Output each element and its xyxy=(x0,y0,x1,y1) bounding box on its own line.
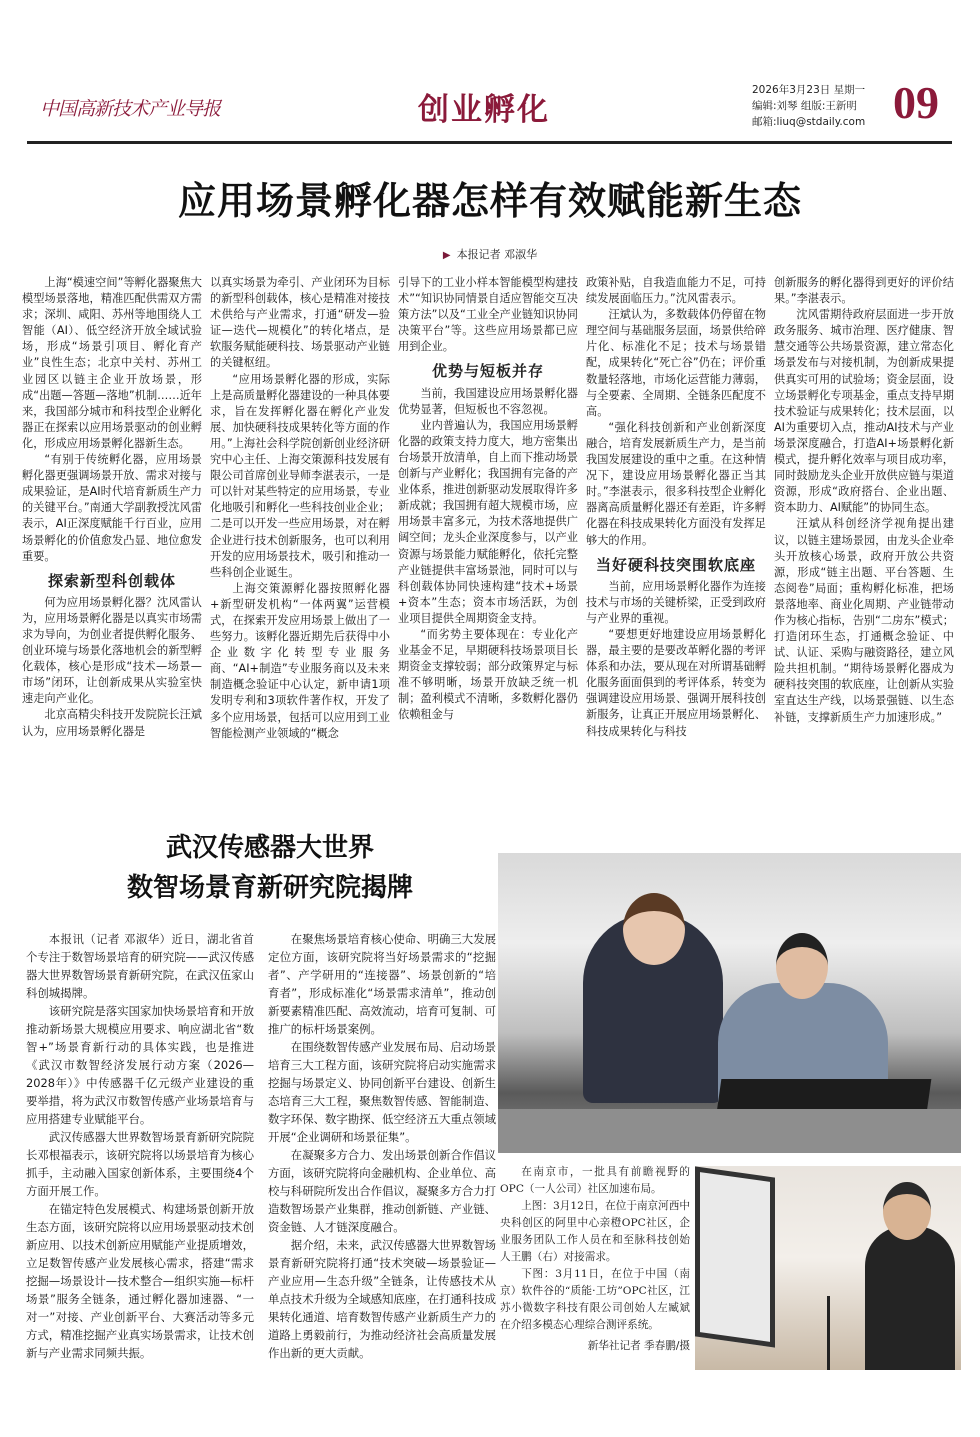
article-paragraph: 据介绍，未来，武汉传感器大世界数智场景育新研究院将打通“技术突破—场景验证—产业应用—生态升级”全链条，让传感技术从单点技术升级为全域感知底座，在打通科技成果转化通道、培育数智传感产业新质生产力的道路上勇毅前行，为推动经济社会高质量发展作出新的更大贡献。 xyxy=(268,1238,496,1360)
section-subhead: 当好硬科技突围软底座 xyxy=(595,555,756,574)
photo-desk-partition xyxy=(498,1109,961,1153)
caption-intro: 在南京市，一批具有前瞻视野的OPC（一人公司）社区加速布局。 xyxy=(500,1166,690,1195)
side-headline-line1: 武汉传感器大世界 xyxy=(165,833,374,863)
issue-info xyxy=(752,82,865,130)
masthead-divider xyxy=(27,141,952,144)
article-paragraph: 沈风雷期待政府层面进一步开放政务服务、城市治理、医疗健康、智慧交通等公共场景资源，建立常态化场景发布与对接机制，为创新成果提供真实可用的试验场；资金层面，设立场景孵化专项基金，重点支持早期技术验证与成果转化；技术层面，以AI为重要切入点，推动AI技术与产业场景深度融合，打造AI+场景孵化新模式，提升孵化效率与项目成功率，同时鼓励龙头企业开放供应链与渠道资源，形成“政府搭台、企业出题、资本助力、AI赋能”的协同生态。 xyxy=(774,308,954,515)
article-paragraph: 本报讯（记者 邓淑华）近日，湖北省首个专注于数智场景培育的研究院——武汉传感器大世界数智场景育新研究院，在武汉伍家山科创城揭牌。 xyxy=(26,932,254,1000)
main-article-body xyxy=(22,275,962,815)
article-paragraph: “而劣势主要体现在：专业化产业基金不足，早期硬科技场景项目长期资金支撑较弱；部分政策界定与标准不够明晰，场景开放缺乏统一机制；盈利模式不清晰，多数孵化器仍依赖租金与 xyxy=(398,627,578,722)
article-paragraph: 上海交策源孵化器按照孵化器+新型研发机构“一体两翼”运营模式，在探索开发应用场景上做出了一些努力。该孵化器近期先后获得中小企业数字化转型专业服务商、“AI+制造”专业服务商以及未来制造概念验证中心认定，新申请1项发明专利和3项软件著作权，开发了多个应用场景，包括可以应用到工业智能检测产业领域的“概念 xyxy=(210,581,390,740)
article-paragraph: 创新服务的孵化器得到更好的评价结果。”李湛表示。 xyxy=(774,276,954,306)
article-paragraph: 汪斌认为，多数载体仍停留在物理空间与基础服务层面，场景供给碎片化、标准化不足；技术与场景错配，成果转化“死亡谷”仍在；评价重数量轻落地，市场化运营能力薄弱，与全要素、全周期、全链条匹配度不高。 xyxy=(586,308,766,418)
side-article-column xyxy=(268,930,496,1362)
masthead xyxy=(0,70,980,142)
photo-tripod xyxy=(827,1296,830,1370)
photo-presentation xyxy=(695,1166,961,1370)
article-column xyxy=(22,275,202,815)
article-column xyxy=(586,275,766,815)
page-number: 09 xyxy=(893,77,939,128)
article-paragraph: “强化科技创新和产业创新深度融合，培育发展新质生产力，是当前我国发展建设的重中之重。在这种情况下，建设应用场景孵化器正当其时。”李湛表示，很多科技型企业孵化器离高质量孵化器还有差距，许多孵化器在科技成果转化方面没有发挥足够大的作用。 xyxy=(586,420,766,547)
newspaper-logo: 中国高新技术产业导报 xyxy=(40,98,221,120)
byline-text: 本报记者 邓淑华 xyxy=(456,248,538,261)
photo-display-screen xyxy=(695,1166,775,1347)
article-paragraph: 在围绕数智传感产业发展布局、启动场景培育三大工程方面，该研究院将启动实施需求挖掘与场景定义、协同创新平台建设、创新生态培育三大工程，聚焦数智传感、智能制造、数字环保、数字勘探、低空经济五大重点领域开展“企业调研和场景征集”。 xyxy=(268,1040,496,1144)
article-paragraph: 当前，我国建设应用场景孵化器优势显著，但短板也不容忽视。 xyxy=(398,386,578,416)
photo-presenter-head xyxy=(883,1182,931,1240)
main-headline: 应用场景孵化器怎样有效赋能新生态 xyxy=(177,179,802,223)
article-paragraph: 北京高精尖科技开发院院长汪斌认为，应用场景孵化器是 xyxy=(22,708,202,738)
photo-figure-woman-head xyxy=(623,893,685,965)
article-paragraph: 该研究院是落实国家加快场景培育和开放推动新场景大规模应用要求、响应湖北省“数智+”场景育新行动的具体实践，也是推进《武汉市数智经济发展行动方案（2026—2028年）》中传感器千亿元级产业建设的重要举措，将为武汉市数智传感产业场景培育与应用搭建专业赋能平台。 xyxy=(26,1004,254,1126)
editor-email: 邮箱:liuq@stdaily.com xyxy=(752,116,866,128)
photo-presenter xyxy=(865,1226,955,1370)
section-subhead: 探索新型科创载体 xyxy=(47,571,176,590)
photo-figure-man-head xyxy=(776,933,828,999)
article-paragraph: 在聚焦场景培育核心使命、明确三大发展定位方面，该研究院将当好场景需求的“挖掘者”、产学研用的“连接器”、场景创新的“培育者”，形成标准化“场景需求清单”，推动创新要素精准匹配、高效流动，培育可复制、可推广的标杆场景案例。 xyxy=(268,932,496,1036)
article-paragraph: “要想更好地建设应用场景孵化器，最主要的是要改革孵化器的考评体系和办法，要从现在对所谓基础孵化服务面面俱到的考评体系，转变为强调建设应用场景、强调开展科技创新服务，让真正开展应用场景孵化、科技成果转化与科技 xyxy=(586,627,766,738)
editor-credits: 编辑:刘琴 组版:王新明 xyxy=(752,100,857,112)
article-paragraph: “应用场景孵化器的形成，实际上是高质量孵化器建设的一种具体要求，旨在发挥孵化器在孵化产业发展、加快硬科技成果转化等方面的作用。”上海社会科学院创新创业经济研究中心主任、上海交策源科技发展有限公司首席创业导师李湛表示，一是可以针对某些特定的应用场景，专业化地吸引和孵化一些科技创业企业；二是可以开发一些应用场景，对在孵企业进行技术创新服务，也可以利用开发的应用场景技术，吸引和推动一些科创企业诞生。 xyxy=(210,372,390,579)
caption-bottom: 下图：3月11日，在位于中国（南京）软件谷的“质能·工坊”OPC社区，江苏小微数字科技有限公司创始人左臧斌在介绍多模态心理综合测评系统。 xyxy=(500,1268,690,1331)
article-paragraph: 政策补贴，自我造血能力不足，可持续发展面临压力。”沈风雷表示。 xyxy=(586,276,766,306)
article-paragraph: 业内普遍认为，我国应用场景孵化器的政策支持力度大，地方密集出台场景开放清单，自上而下推动场景创新与产业孵化；我国拥有完备的产业体系，推进创新驱动发展取得许多新成就；我国拥有超大规模市场，应用场景丰富多元，为技术落地提供广阔空间；龙头企业深度参与，以产业资源与场景能力赋能孵化，依托完整产业链提供丰富场景池，同时可以与科创载体协同快速构建“技术+场景+资本”生态；资本市场活跃，为创业项目提供全周期资金支持。 xyxy=(398,418,578,625)
article-paragraph: 武汉传感器大世界数智场景育新研究院院长邓根福表示，该研究院将以场景培育为核心抓手，主动融入国家创新体系，主要围绕4个方面开展工作。 xyxy=(26,1130,254,1198)
article-paragraph: “有别于传统孵化器，应用场景孵化器更强调场景开放、需求对接与成果验证，是AI时代培育新质生产力的关键平台。”南通大学副教授沈风雷表示，AI正深度赋能千行百业，应用场景孵化的价值愈发凸显、地位愈发重要。 xyxy=(22,453,202,563)
article-column xyxy=(774,275,954,815)
photo-opc-community-meeting xyxy=(498,853,961,1153)
triangle-bullet-icon: ▶ xyxy=(442,250,451,261)
photo-caption xyxy=(500,1164,690,1355)
article-paragraph: 汪斌从科创经济学视角提出建议，以链主建场景园，由龙头企业牵头开放核心场景，政府开放公共资源，形成“链主出题、平台答题、生态阅卷”局面；重构孵化标准，把场景落地率、商业化周期、产业链带动作为核心指标，告别“二房东”模式；打造闭环生态，打通概念验证、中试、认证、采购与融资路径，建立风险共担机制。“期待场景孵化器成为硬科技突围的软底座，让创新从实验室直达生产线，以场景强链、以生态补链，支撑新质生产力加速形成。” xyxy=(774,517,954,724)
photo-credit: 新华社记者 季春鹏/摄 xyxy=(587,1340,690,1352)
article-paragraph: 以真实场景为牵引、产业闭环为目标的新型科创载体，核心是精准对接技术供给与产业需求，打通“研发—验证—迭代—规模化”的转化堵点，是软服务赋能硬科技、场景驱动产业链的关键枢纽。 xyxy=(210,276,390,370)
section-title: 创业孵化 xyxy=(418,92,550,128)
article-column xyxy=(210,275,390,815)
side-headline-line2: 数智场景育新研究院揭牌 xyxy=(126,873,413,903)
article-paragraph: 上海“模速空间”等孵化器聚焦大模型场景落地，精准匹配供需双方需求；深圳、咸阳、苏州等地围绕人工智能（AI）、低空经济开放全域试验场，形成“场景引项目、孵化育产业”良性生态；北京中关村、苏州工业园区以链主企业开放场景，形成“出题—答题—落地”机制……近年来，我国部分城市和科技型企业孵化器正在探索以应用场景驱动的创业孵化，形成应用场景孵化器新生态。 xyxy=(22,276,202,450)
side-article-headline xyxy=(60,828,480,908)
side-article-column xyxy=(26,930,254,1362)
main-byline xyxy=(0,246,980,262)
article-paragraph: 在锚定特色发展模式、构建场景创新开放生态方面，该研究院将以应用场景驱动技术创新应用、以技术创新应用赋能产业提质增效，立足数智传感产业发展核心需求，搭建“需求挖掘—场景设计—技术整合—组织实施—标杆场景”服务全链条，通过孵化器加速器、“一对一”对接、产业创新平台、大赛活动等多元方式，精准挖掘产业真实场景需求，让技术创新与产业需求同频共振。 xyxy=(26,1202,254,1360)
section-subhead: 优势与短板并存 xyxy=(431,362,544,381)
article-paragraph: 引导下的工业小样本智能模型构建技术”“知识协同情景自适应智能交互决策方法”以及“工业全产业链知识协同决策平台”等。这些应用场景都已应用到企业。 xyxy=(398,276,578,354)
article-paragraph: 何为应用场景孵化器？沈风雷认为，应用场景孵化器是以真实市场需求为导向，为创业者提供孵化服务、创业环境与场景化落地机会的新型孵化载体，核心是形成“技术—场景—市场”闭环，让创新成果从实验室快速走向产业化。 xyxy=(22,595,202,706)
article-paragraph: 在凝聚多方合力、发出场景创新合作倡议方面，该研究院将向金融机构、企业单位、高校与科研院所发出合作倡议，凝聚多方合力打造数智场景产业集群，推动创新链、产业链、资金链、人才链深度融合。 xyxy=(268,1148,496,1234)
issue-date: 2026年3月23日 星期一 xyxy=(752,84,866,96)
caption-top: 上图：3月12日，在位于南京河西中央科创区的阿里中心亲橙OPC社区，企业服务团队工作人员在和至脉科技创始人王鹏（右）对接需求。 xyxy=(500,1200,690,1263)
article-paragraph: 当前，应用场景孵化器作为连接技术与市场的关键桥梁，正受到政府与产业界的重视。 xyxy=(586,579,766,625)
article-column xyxy=(398,275,578,815)
side-article-body xyxy=(26,930,496,1362)
